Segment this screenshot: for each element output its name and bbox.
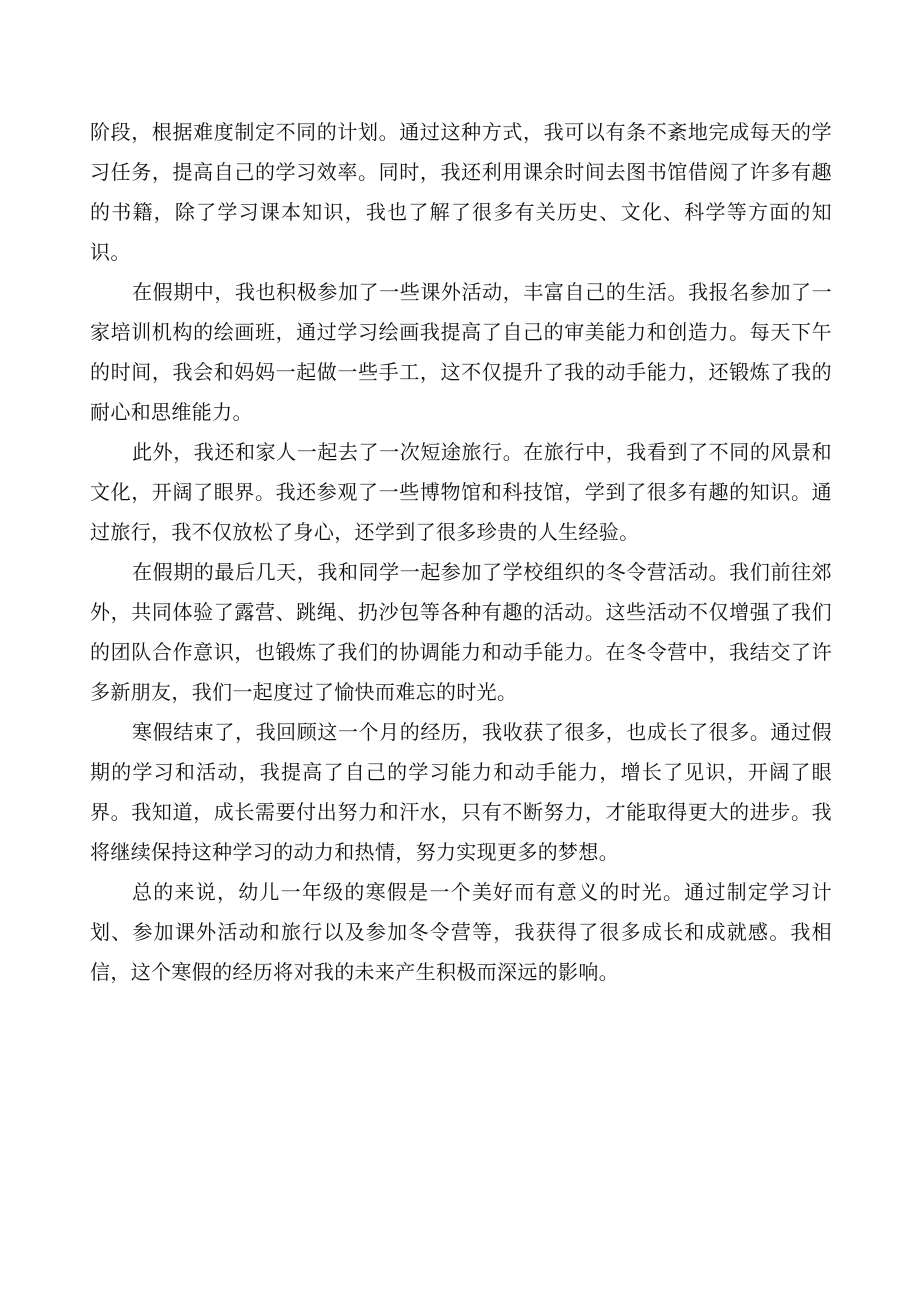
paragraph-3: 此外，我还和家人一起去了一次短途旅行。在旅行中，我看到了不同的风景和文化，开阔了眼界。我还参观了一些博物馆和科技馆，学到了很多有趣的知识。通过旅行，我不仅放松了身心，还学到了很多珍贵的人生经验。 xyxy=(90,440,832,544)
paragraph-2: 在假期中，我也积极参加了一些课外活动，丰富自己的生活。我报名参加了一家培训机构的绘画班，通过学习绘画我提高了自己的审美能力和创造力。每天下午的时间，我会和妈妈一起做一些手工，这不仅提升了我的动手能力，还锻炼了我的耐心和思维能力。 xyxy=(90,280,832,424)
paragraph-1: 阶段，根据难度制定不同的计划。通过这种方式，我可以有条不紊地完成每天的学习任务，提高自己的学习效率。同时，我还利用课余时间去图书馆借阅了许多有趣的书籍，除了学习课本知识，我也了解了很多有关历史、文化、科学等方面的知识。 xyxy=(90,120,832,264)
paragraph-5: 寒假结束了，我回顾这一个月的经历，我收获了很多，也成长了很多。通过假期的学习和活动，我提高了自己的学习能力和动手能力，增长了见识，开阔了眼界。我知道，成长需要付出努力和汗水，只有不断努力，才能取得更大的进步。我将继续保持这种学习的动力和热情，努力实现更多的梦想。 xyxy=(90,720,832,864)
paragraph-6: 总的来说，幼儿一年级的寒假是一个美好而有意义的时光。通过制定学习计划、参加课外活动和旅行以及参加冬令营等，我获得了很多成长和成就感。我相信，这个寒假的经历将对我的未来产生积极而深远的影响。 xyxy=(90,880,832,984)
paragraph-4: 在假期的最后几天，我和同学一起参加了学校组织的冬令营活动。我们前往郊外，共同体验了露营、跳绳、扔沙包等各种有趣的活动。这些活动不仅增强了我们的团队合作意识，也锻炼了我们的协调能力和动手能力。在冬令营中，我结交了许多新朋友，我们一起度过了愉快而难忘的时光。 xyxy=(90,560,832,704)
document-body xyxy=(90,112,832,992)
